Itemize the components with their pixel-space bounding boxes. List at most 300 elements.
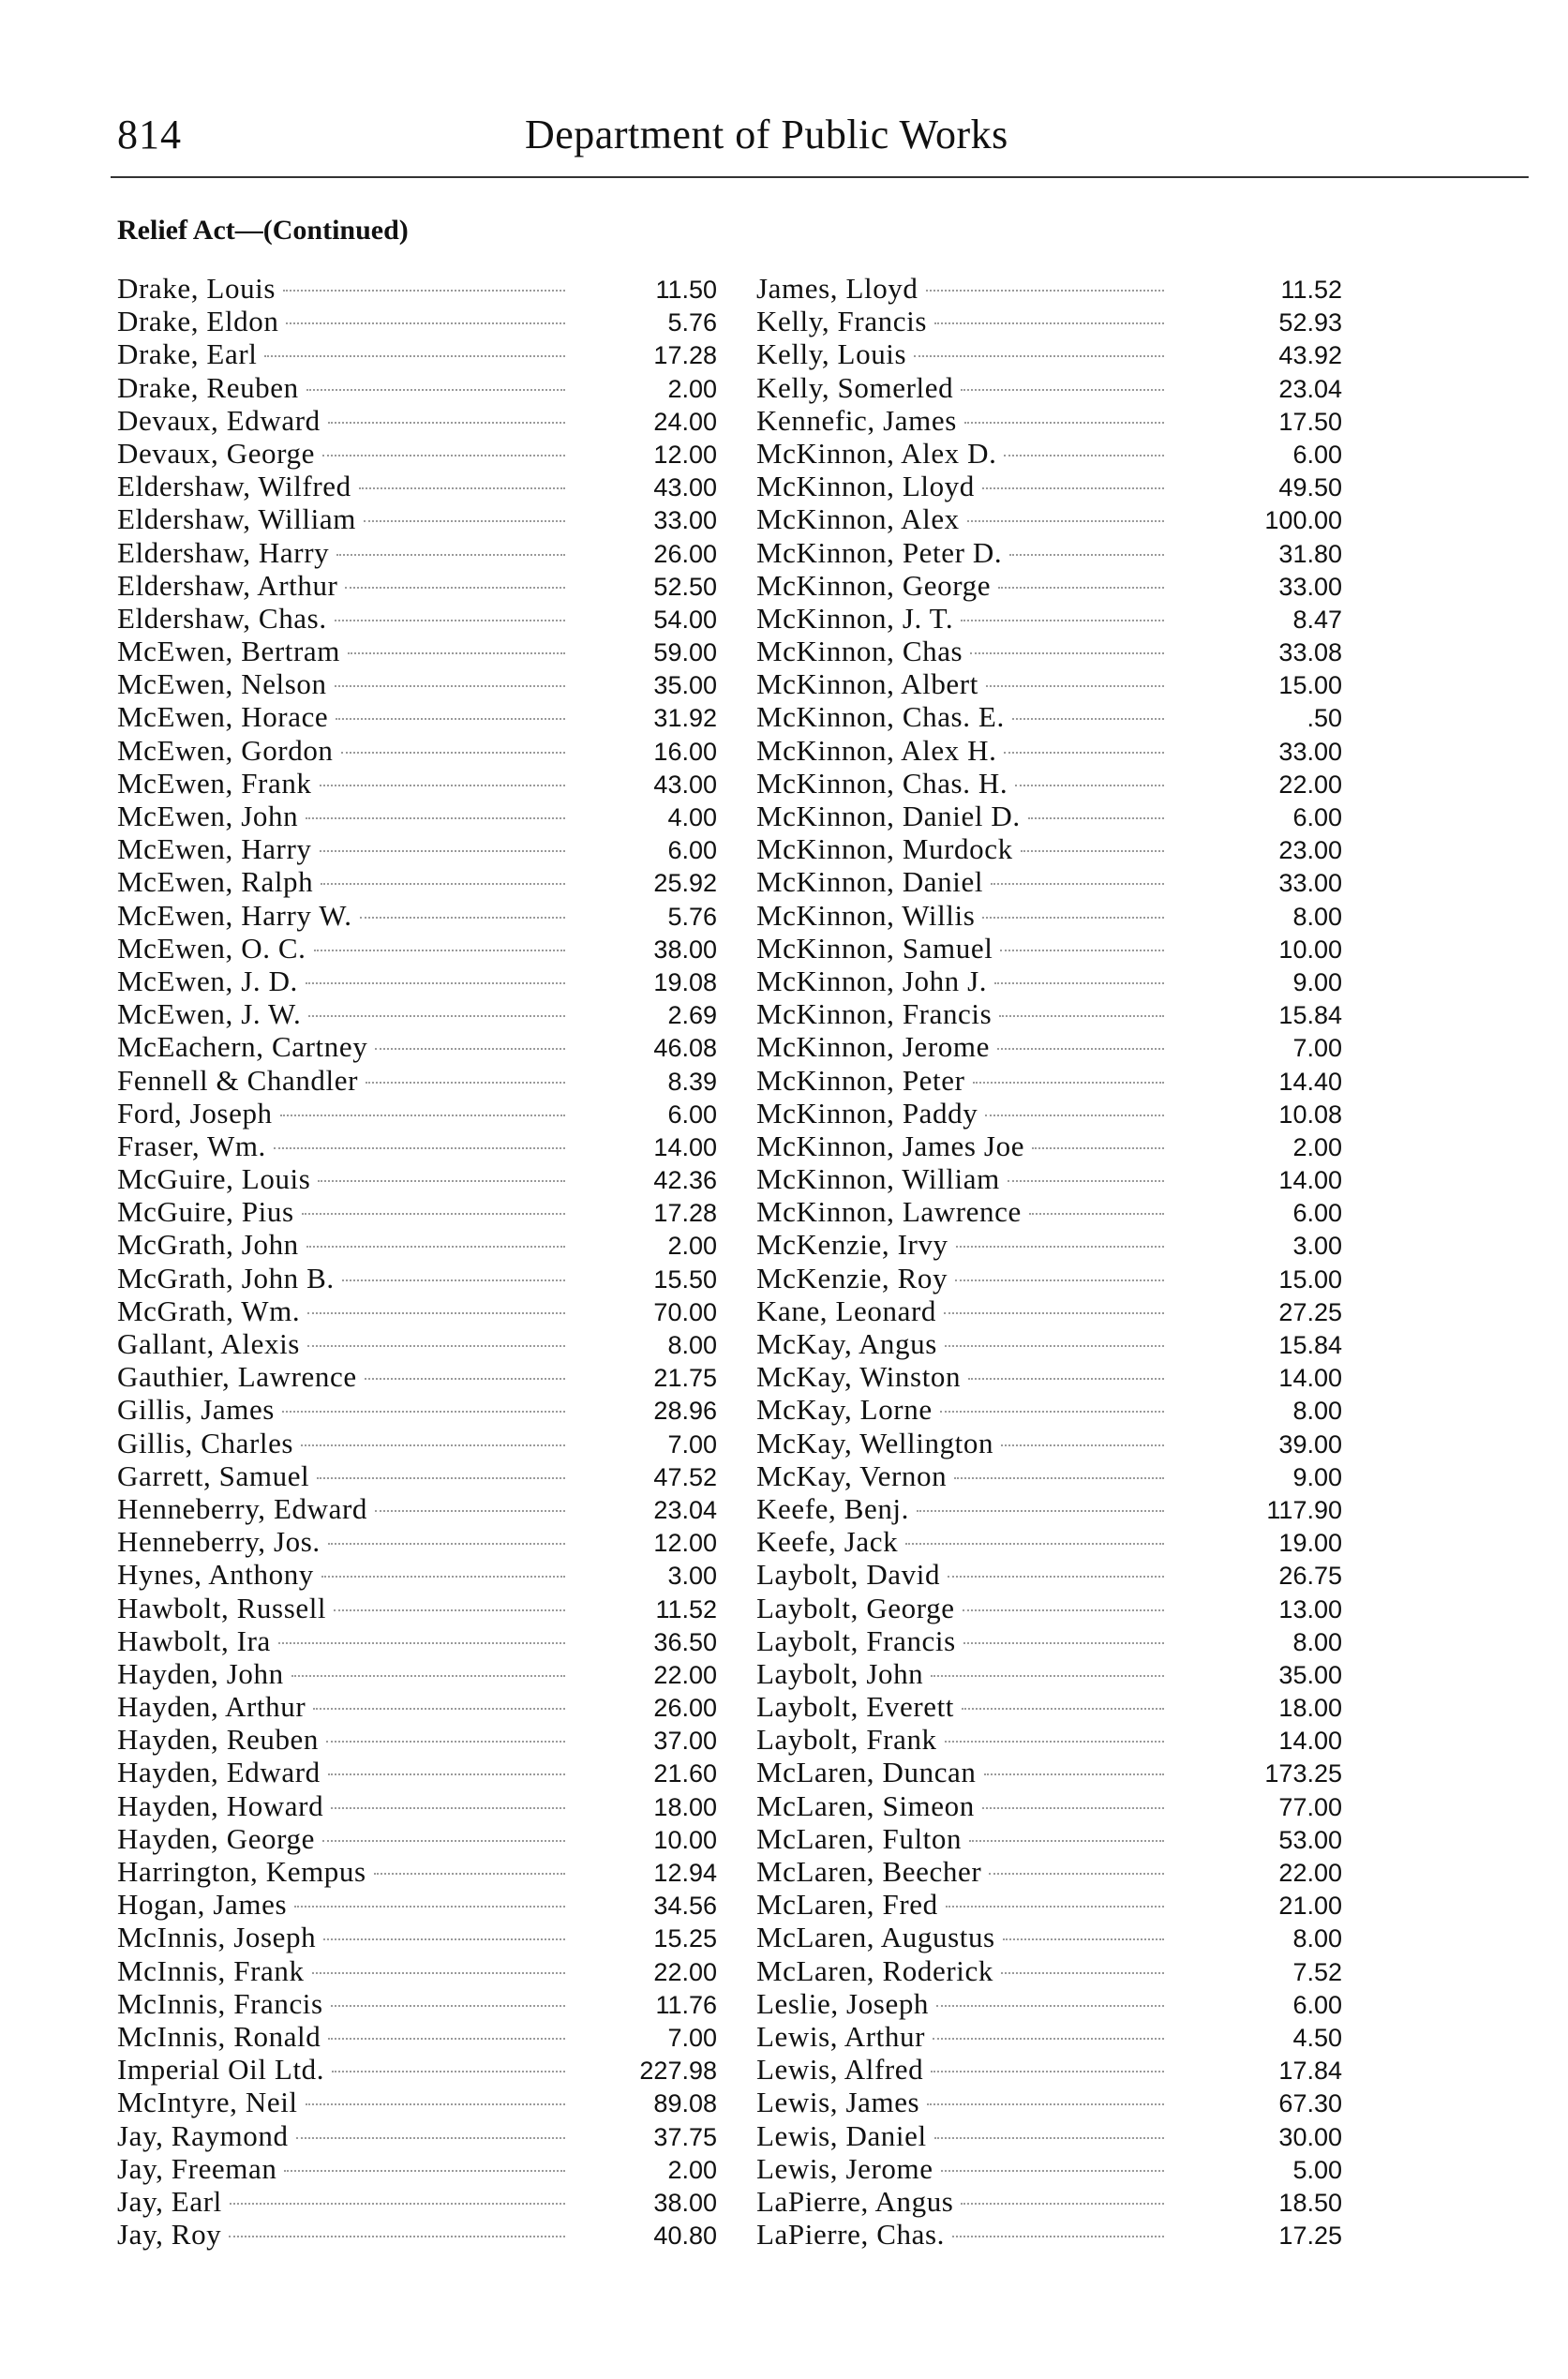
list-item [756, 1327, 1342, 1360]
payee-name: Laybolt, George [756, 1591, 955, 1624]
payee-name: McKenzie, Irvy [756, 1228, 948, 1262]
list-item [117, 2218, 717, 2251]
payment-amount: 15.00 [1278, 671, 1342, 700]
payment-amount: 43.00 [653, 473, 717, 502]
list-item [117, 305, 717, 337]
list-item [756, 1294, 1342, 1327]
payment-amount: 11.52 [1280, 276, 1342, 304]
dot-leader [964, 422, 1164, 424]
payment-amount: 38.00 [653, 935, 717, 964]
payee-name: Gallant, Alexis [117, 1327, 300, 1360]
dot-leader [944, 1312, 1164, 1314]
list-item [117, 1130, 717, 1162]
right-column [756, 272, 1342, 2251]
list-item [117, 1525, 717, 1558]
payment-amount: 35.00 [653, 671, 717, 700]
dot-leader [313, 1708, 565, 1710]
list-item [117, 1822, 717, 1855]
list-item [756, 1228, 1342, 1261]
payment-amount: 21.00 [1278, 1892, 1342, 1921]
payment-amount: 8.00 [1292, 1627, 1342, 1656]
dot-leader [321, 883, 565, 885]
payee-name: Hayden, Arthur [117, 1690, 306, 1724]
payee-name: Eldershaw, Arthur [117, 568, 338, 602]
dot-leader [1003, 1938, 1164, 1940]
payment-amount: 31.80 [1278, 539, 1342, 568]
payee-name: McEwen, Frank [117, 766, 312, 800]
dot-leader [999, 1015, 1164, 1017]
list-item [117, 1492, 717, 1525]
payment-amount: 18.50 [1278, 2188, 1342, 2217]
dot-leader [994, 982, 1164, 984]
dot-leader [307, 1345, 565, 1347]
payee-name: Laybolt, Frank [756, 1723, 937, 1757]
list-item [756, 1360, 1342, 1393]
list-item [756, 536, 1342, 569]
payee-name: Gillis, James [117, 1393, 275, 1427]
payment-amount: 33.00 [1278, 737, 1342, 766]
dot-leader [360, 917, 565, 919]
dot-leader [366, 1082, 565, 1084]
dot-leader [318, 1180, 565, 1182]
payment-amount: 22.00 [1278, 770, 1342, 799]
list-item [756, 2020, 1342, 2053]
payment-amount: 19.08 [653, 967, 717, 996]
list-item [117, 1294, 717, 1327]
payee-name: McKay, Vernon [756, 1459, 948, 1492]
payee-name: McEwen, Nelson [117, 667, 327, 701]
payment-amount: 16.00 [653, 737, 717, 766]
payee-name: Keefe, Benj. [756, 1491, 909, 1525]
list-item [117, 2152, 717, 2185]
list-item [756, 1262, 1342, 1294]
list-item [117, 1921, 717, 1953]
payee-name: Jay, Roy [117, 2218, 222, 2252]
payee-name: Lewis, James [756, 2086, 920, 2119]
dot-leader [282, 1411, 565, 1413]
list-item [756, 1690, 1342, 1723]
dot-leader [1012, 718, 1164, 720]
payment-amount: 10.08 [1278, 1100, 1342, 1129]
payment-amount: 70.00 [653, 1297, 717, 1326]
payment-amount: 12.94 [653, 1859, 717, 1887]
dot-leader [336, 554, 565, 556]
payment-amount: 17.50 [1278, 407, 1342, 436]
dot-leader [1029, 1213, 1164, 1215]
list-item [756, 932, 1342, 965]
payment-amount: 100.00 [1264, 506, 1342, 535]
dot-leader [961, 389, 1164, 391]
list-item [756, 1030, 1342, 1063]
dot-leader [941, 2170, 1164, 2172]
list-item [117, 1228, 717, 1261]
payment-amount: 21.75 [653, 1364, 717, 1393]
payee-name: Eldershaw, Chas. [117, 601, 327, 635]
list-item [756, 272, 1342, 305]
dot-leader [1015, 785, 1164, 786]
dot-leader [375, 1510, 565, 1512]
list-item [117, 470, 717, 502]
payee-name: Hayden, Howard [117, 1788, 324, 1822]
dot-leader [274, 1147, 565, 1149]
payment-amount: 12.00 [653, 440, 717, 469]
payee-name: McKinnon, Lawrence [756, 1195, 1022, 1229]
payee-name: Kelly, Somerled [756, 370, 954, 404]
payee-name: McKinnon, William [756, 1162, 1000, 1196]
payment-amount: 26.75 [1278, 1562, 1342, 1591]
payee-name: Lewis, Alfred [756, 2053, 924, 2087]
payment-amount: 15.00 [1278, 1264, 1342, 1294]
payment-amount: 37.00 [653, 1727, 717, 1756]
payment-amount: 53.00 [1278, 1825, 1342, 1854]
payment-amount: 38.00 [653, 2188, 717, 2217]
dot-leader [1004, 752, 1164, 754]
dot-leader [986, 685, 1164, 687]
payee-name: Jay, Earl [117, 2184, 222, 2218]
list-item [117, 899, 717, 932]
payee-name: James, Lloyd [756, 272, 918, 305]
payment-amount: 6.00 [1292, 803, 1342, 831]
dot-leader [967, 520, 1164, 522]
list-item [117, 1097, 717, 1130]
payee-name: Eldershaw, Wilfred [117, 470, 351, 503]
list-item [756, 2218, 1342, 2251]
dot-leader [997, 1048, 1164, 1050]
list-item [117, 602, 717, 635]
payee-name: Kane, Leonard [756, 1294, 936, 1327]
dot-leader [294, 1906, 565, 1908]
payment-amount: 3.00 [667, 1562, 717, 1591]
list-item [117, 997, 717, 1030]
list-item [117, 1360, 717, 1393]
payment-amount: 4.00 [667, 803, 717, 831]
list-item [756, 2185, 1342, 2218]
payee-name: McKinnon, Jerome [756, 1030, 990, 1064]
payment-amount: 7.00 [667, 1429, 717, 1459]
payment-amount: 14.00 [1278, 1364, 1342, 1393]
payee-name: McLaren, Augustus [756, 1921, 995, 1954]
payee-name: McKinnon, Alex [756, 502, 960, 536]
dot-leader [963, 1609, 1164, 1611]
payee-name: McKinnon, Alex D. [756, 436, 997, 470]
dot-leader [323, 1938, 565, 1940]
payee-name: Kelly, Louis [756, 337, 907, 371]
dot-leader [985, 1115, 1164, 1116]
list-item [117, 2053, 717, 2086]
list-item [117, 2020, 717, 2053]
payee-name: McInnis, Francis [117, 1986, 323, 2020]
payment-amount: 13.00 [1278, 1594, 1342, 1623]
list-item [756, 1855, 1342, 1888]
payment-amount: 37.75 [653, 2122, 717, 2151]
payee-name: McKinnon, Francis [756, 997, 993, 1031]
payment-amount: 18.00 [653, 1792, 717, 1821]
list-item [117, 932, 717, 965]
payment-amount: 8.00 [1292, 1924, 1342, 1953]
payment-amount: 5.76 [667, 308, 717, 337]
dot-leader [359, 487, 565, 489]
payment-amount: 6.00 [667, 836, 717, 865]
dot-leader [331, 2005, 565, 2007]
payee-name: McKinnon, Samuel [756, 931, 993, 965]
list-item [756, 1525, 1342, 1558]
list-item [756, 602, 1342, 635]
payee-name: McKinnon, Daniel [756, 865, 984, 899]
dot-leader [1004, 455, 1164, 456]
payment-amount: 40.80 [653, 2222, 717, 2251]
list-item [117, 965, 717, 997]
dot-leader [301, 1444, 565, 1446]
payee-name: McKay, Wellington [756, 1426, 994, 1459]
payment-amount: 9.00 [1292, 967, 1342, 996]
dot-leader [1021, 850, 1164, 852]
payment-amount: 28.96 [653, 1397, 717, 1426]
payment-amount: 39.00 [1278, 1429, 1342, 1459]
payment-amount: 12.00 [653, 1529, 717, 1558]
list-item [117, 1262, 717, 1294]
dot-leader [335, 685, 565, 687]
dot-leader [321, 1576, 565, 1578]
dot-leader [322, 1840, 565, 1842]
payment-amount: 35.00 [1278, 1660, 1342, 1689]
dot-leader [945, 1345, 1164, 1347]
list-item [756, 305, 1342, 337]
payee-name: McEwen, Harry W. [117, 898, 352, 932]
payment-amount: 17.25 [1278, 2222, 1342, 2251]
payment-amount: 9.00 [1292, 1462, 1342, 1491]
dot-leader [1032, 1147, 1164, 1149]
payee-name: McKinnon, Chas. H. [756, 766, 1008, 800]
dot-leader [345, 587, 565, 589]
list-item [756, 2152, 1342, 2185]
dot-leader [955, 1279, 1164, 1281]
list-item [117, 2185, 717, 2218]
payee-name: Laybolt, Francis [756, 1623, 956, 1657]
payee-name: Gauthier, Lawrence [117, 1360, 357, 1394]
dot-leader [914, 355, 1164, 357]
dot-leader [331, 1807, 565, 1809]
dot-leader [306, 1246, 565, 1248]
payment-amount: .50 [1307, 704, 1342, 733]
list-item [117, 1657, 717, 1690]
payment-amount: 49.50 [1278, 473, 1342, 502]
dot-leader [328, 1773, 565, 1775]
list-item [756, 2119, 1342, 2152]
payment-amount: 14.00 [1278, 1727, 1342, 1756]
payment-amount: 173.25 [1264, 1759, 1342, 1788]
dot-leader [306, 982, 565, 984]
payee-name: McGuire, Pius [117, 1195, 294, 1229]
list-item [756, 832, 1342, 865]
payee-name: Drake, Eldon [117, 305, 279, 338]
payee-name: McKinnon, George [756, 568, 992, 602]
list-item [756, 1954, 1342, 1987]
list-item [117, 1030, 717, 1063]
list-item [756, 700, 1342, 733]
payment-amount: 2.00 [667, 2155, 717, 2184]
payee-name: Henneberry, Jos. [117, 1525, 321, 1559]
payee-name: Ford, Joseph [117, 1096, 273, 1130]
dot-leader [280, 1115, 565, 1116]
list-item [756, 997, 1342, 1030]
payment-amount: 27.25 [1278, 1297, 1342, 1326]
list-item [117, 1195, 717, 1228]
list-item [117, 800, 717, 832]
list-item [756, 1064, 1342, 1097]
payee-name: McEwen, Bertram [117, 635, 340, 668]
payee-name: McKinnon, Chas. E. [756, 700, 1005, 734]
payee-name: McGrath, Wm. [117, 1294, 301, 1327]
list-item [756, 734, 1342, 767]
header-rule [111, 176, 1529, 178]
payee-name: McKay, Lorne [756, 1393, 933, 1427]
page-number: 814 [117, 112, 182, 157]
payment-amount: 36.50 [653, 1627, 717, 1656]
payee-name: Lewis, Daniel [756, 2118, 927, 2152]
payment-amount: 15.84 [1278, 1331, 1342, 1359]
payee-name: McEwen, John [117, 800, 299, 832]
dot-leader [320, 850, 566, 852]
list-item [117, 734, 717, 767]
dot-leader [982, 487, 1164, 489]
payment-amount: 46.08 [653, 1034, 717, 1063]
payment-amount: 5.76 [667, 902, 717, 931]
payee-name: Drake, Earl [117, 337, 258, 371]
payment-amount: 24.00 [653, 407, 717, 436]
list-item [756, 1822, 1342, 1855]
list-item [117, 635, 717, 667]
page-title: Department of Public Works [525, 112, 1008, 157]
payment-amount: 2.00 [667, 1232, 717, 1261]
dot-leader [961, 2203, 1164, 2205]
dot-leader [927, 2103, 1164, 2105]
payment-amount: 11.50 [655, 276, 717, 304]
payment-amount: 59.00 [653, 638, 717, 667]
dot-leader [230, 2203, 565, 2205]
payee-name: Eldershaw, Harry [117, 535, 330, 569]
list-item [117, 865, 717, 898]
payee-name: McKinnon, Albert [756, 667, 978, 701]
dot-leader [306, 2103, 565, 2105]
payee-name: Kelly, Francis [756, 305, 928, 338]
payee-name: McGrath, John [117, 1228, 299, 1262]
payee-name: Hayden, George [117, 1821, 315, 1855]
dot-leader [934, 322, 1164, 324]
list-item [756, 337, 1342, 370]
payment-amount: 7.00 [1292, 1034, 1342, 1063]
payment-amount: 33.00 [1278, 869, 1342, 898]
dot-leader [945, 1741, 1164, 1743]
section-heading: Relief Act—(Continued) [117, 215, 409, 246]
dot-leader [991, 883, 1164, 885]
list-item [756, 1723, 1342, 1756]
payee-name: McEwen, Ralph [117, 865, 314, 899]
list-item [117, 1690, 717, 1723]
dot-leader [969, 1840, 1164, 1842]
dot-leader [278, 1642, 565, 1644]
payment-amount: 7.00 [667, 2023, 717, 2052]
payee-name: McEachern, Cartney [117, 1030, 368, 1064]
payee-name: Jay, Freeman [117, 2151, 277, 2185]
dot-leader [973, 1082, 1164, 1084]
payee-name: McKinnon, Daniel D. [756, 800, 1021, 832]
dot-leader [306, 389, 565, 391]
list-item [756, 667, 1342, 700]
payee-name: Laybolt, David [756, 1558, 941, 1592]
payee-name: Drake, Reuben [117, 370, 299, 404]
payee-name: Hawbolt, Ira [117, 1623, 271, 1657]
payment-amount: 47.52 [653, 1462, 717, 1491]
dot-leader [336, 718, 565, 720]
payee-name: Laybolt, John [756, 1656, 924, 1690]
dot-leader [314, 950, 565, 951]
payee-name: Lewis, Jerome [756, 2151, 933, 2185]
payment-amount: 54.00 [653, 605, 717, 634]
payment-amount: 31.92 [653, 704, 717, 733]
payment-amount: 33.00 [1278, 572, 1342, 601]
list-item [117, 536, 717, 569]
payment-amount: 8.39 [667, 1067, 717, 1096]
payee-name: Jay, Raymond [117, 2118, 289, 2152]
payment-amount: 2.69 [667, 1001, 717, 1030]
dot-leader [320, 785, 565, 786]
dot-leader [961, 620, 1164, 621]
list-item [756, 502, 1342, 535]
payment-amount: 4.50 [1292, 2023, 1342, 2052]
payment-amount: 14.00 [1278, 1166, 1342, 1195]
list-item [117, 2119, 717, 2152]
list-item [117, 667, 717, 700]
dot-leader [984, 1773, 1164, 1775]
list-item [117, 502, 717, 535]
dot-leader [283, 290, 565, 292]
payee-name: Hogan, James [117, 1888, 288, 1922]
dot-leader [982, 1807, 1164, 1809]
list-item [117, 2086, 717, 2118]
list-item [117, 1393, 717, 1426]
list-item [756, 1657, 1342, 1690]
payment-amount: 3.00 [1292, 1232, 1342, 1261]
payment-amount: 11.52 [655, 1594, 717, 1623]
list-item [756, 800, 1342, 832]
list-item [756, 2053, 1342, 2086]
payment-amount: 6.00 [1292, 1990, 1342, 2019]
list-item [756, 1427, 1342, 1459]
payee-name: McEwen, J. W. [117, 997, 302, 1031]
list-item [756, 1130, 1342, 1162]
payee-name: McEwen, Harry [117, 832, 312, 866]
payment-amount: 14.00 [653, 1132, 717, 1161]
dot-leader [952, 2236, 1164, 2237]
payee-name: McKinnon, Willis [756, 898, 976, 932]
dot-leader [1001, 1972, 1164, 1974]
payee-name: McGrath, John B. [117, 1261, 335, 1294]
dot-leader [1009, 554, 1164, 556]
payment-amount: 2.00 [1292, 1132, 1342, 1161]
payee-name: Kennefic, James [756, 403, 957, 437]
payee-name: McLaren, Simeon [756, 1788, 975, 1822]
list-item [117, 1427, 717, 1459]
payment-amount: 8.00 [1292, 902, 1342, 931]
payment-amount: 227.98 [639, 2057, 717, 2086]
payee-name: Fraser, Wm. [117, 1129, 266, 1162]
payee-name: Garrett, Samuel [117, 1459, 310, 1492]
dot-leader [1000, 950, 1164, 951]
list-item [117, 1723, 717, 1756]
list-item [756, 1492, 1342, 1525]
payment-amount: 15.25 [653, 1924, 717, 1953]
list-item [756, 965, 1342, 997]
